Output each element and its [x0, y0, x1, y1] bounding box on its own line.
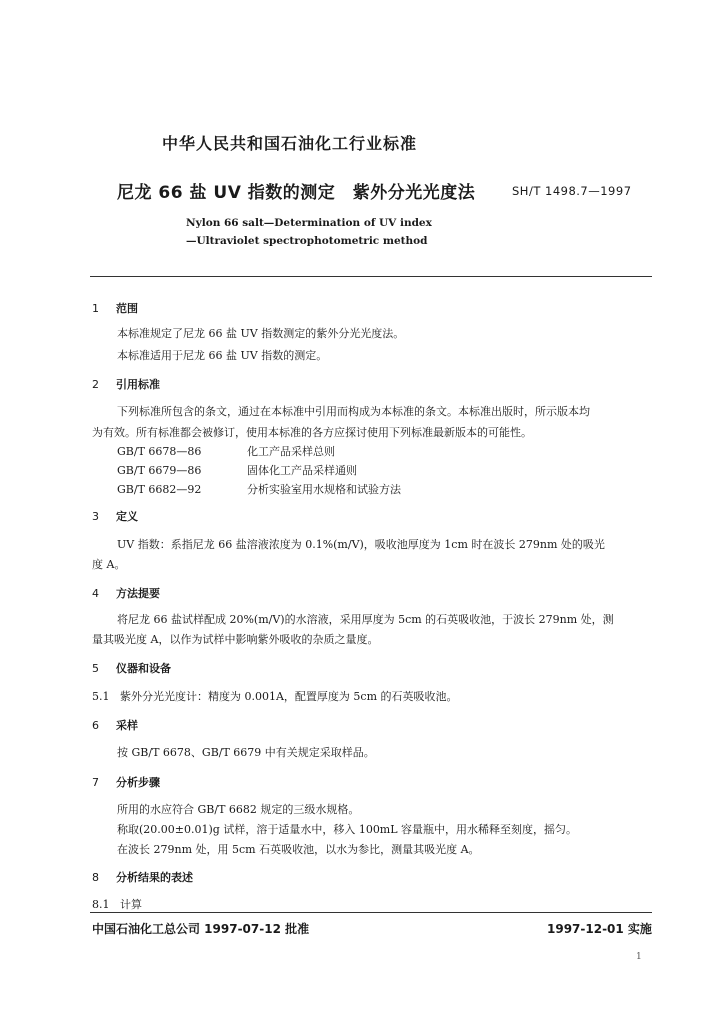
- section-6-heading: [92, 717, 138, 733]
- section-number: 3: [92, 510, 99, 523]
- section-2-para-2: 为有效。所有标准都会被修订，使用本标准的各方应探讨使用下列标准最新版本的可能性。: [92, 426, 532, 439]
- section-7-para-1: 所用的水应符合 GB/T 6682 规定的三级水规格。: [117, 803, 360, 816]
- section-4-para-1: 将尼龙 66 盐试样配成 20%(m/V)的水溶液，采用厚度为 5cm 的石英吸收池，于波长 279nm 处，测: [117, 613, 614, 626]
- section-8-heading: [92, 869, 193, 885]
- section-3-para-1: UV 指数：系指尼龙 66 盐溶液浓度为 0.1%(m/V)，吸收池厚度为 1cm 时在波长 279nm 处的吸光: [117, 538, 605, 551]
- section-1-para-2: 本标准适用于尼龙 66 盐 UV 指数的测定。: [117, 349, 328, 362]
- footer-divider: [90, 912, 652, 913]
- section-title: 分析步骤: [116, 776, 160, 789]
- reference-name: 固体化工产品采样通则: [247, 464, 357, 477]
- section-2-heading: [92, 376, 160, 392]
- section-title: 采样: [116, 719, 138, 732]
- section-number: 8: [92, 871, 99, 884]
- approval-line: 中国石油化工总公司 1997-07-12 批准: [92, 922, 310, 936]
- section-title: 仪器和设备: [116, 662, 171, 675]
- section-2-para-1: 下列标准所包含的条文，通过在本标准中引用而构成为本标准的条文。本标准出版时，所示版本均: [117, 405, 590, 418]
- section-number: 6: [92, 719, 99, 732]
- section-7-para-3: 在波长 279nm 处，用 5cm 石英吸收池，以水为参比，测量其吸光度 A。: [117, 843, 480, 856]
- section-number: 4: [92, 587, 99, 600]
- section-title: 引用标准: [116, 378, 160, 391]
- section-1-para-1: 本标准规定了尼龙 66 盐 UV 指数测定的紫外分光光度法。: [117, 327, 405, 340]
- header-divider: [90, 276, 652, 277]
- subsection-text: 计算: [120, 898, 142, 911]
- issuing-authority: 中华人民共和国石油化工行业标准: [162, 134, 418, 153]
- reference-name: 分析实验室用水规格和试验方法: [247, 483, 401, 496]
- section-4-heading: [92, 585, 160, 601]
- standard-number: SH/T 1498.7—1997: [512, 184, 632, 198]
- section-3-para-2: 度 A。: [92, 558, 126, 571]
- section-title: 分析结果的表述: [116, 871, 193, 884]
- subsection-number: 8.1: [92, 898, 110, 911]
- subsection-number: 5.1: [92, 690, 110, 703]
- section-4-para-2: 量其吸光度 A，以作为试样中影响紫外吸收的杂质之量度。: [92, 633, 379, 646]
- reference-name: 化工产品采样总则: [247, 445, 335, 458]
- title-en-line1: Nylon 66 salt—Determination of UV index: [186, 217, 432, 229]
- subsection-5-1: [92, 688, 458, 704]
- reference-code: GB/T 6679—86: [117, 464, 202, 477]
- reference-code: GB/T 6682—92: [117, 483, 202, 496]
- section-6-para-1: 按 GB/T 6678、GB/T 6679 中有关规定采取样品。: [117, 746, 375, 759]
- section-title: 方法提要: [116, 587, 160, 600]
- section-number: 7: [92, 776, 99, 789]
- title-en-line2: —Ultraviolet spectrophotometric method: [186, 235, 428, 247]
- section-title: 范围: [116, 302, 138, 315]
- section-1-heading: [92, 300, 138, 316]
- document-title-en: [186, 214, 432, 250]
- effective-date: 1997-12-01 实施: [547, 922, 652, 936]
- section-number: 2: [92, 378, 99, 391]
- subsection-8-1: [92, 896, 142, 912]
- section-5-heading: [92, 660, 171, 676]
- document-title-cn: 尼龙 66 盐 UV 指数的测定 紫外分光光度法: [117, 183, 476, 203]
- section-7-heading: [92, 774, 160, 790]
- section-number: 5: [92, 662, 99, 675]
- section-number: 1: [92, 302, 99, 315]
- section-7-para-2: 称取(20.00±0.01)g 试样，溶于适量水中，移入 100mL 容量瓶中，用水稀释至刻度，摇匀。: [117, 823, 578, 836]
- page-number: 1: [636, 952, 642, 962]
- section-3-heading: [92, 508, 138, 524]
- reference-code: GB/T 6678—86: [117, 445, 202, 458]
- reference-item: [117, 443, 335, 459]
- subsection-text: 紫外分光光度计：精度为 0.001A，配置厚度为 5cm 的石英吸收池。: [120, 690, 458, 703]
- reference-item: [117, 481, 401, 497]
- section-title: 定义: [116, 510, 138, 523]
- reference-item: [117, 462, 357, 478]
